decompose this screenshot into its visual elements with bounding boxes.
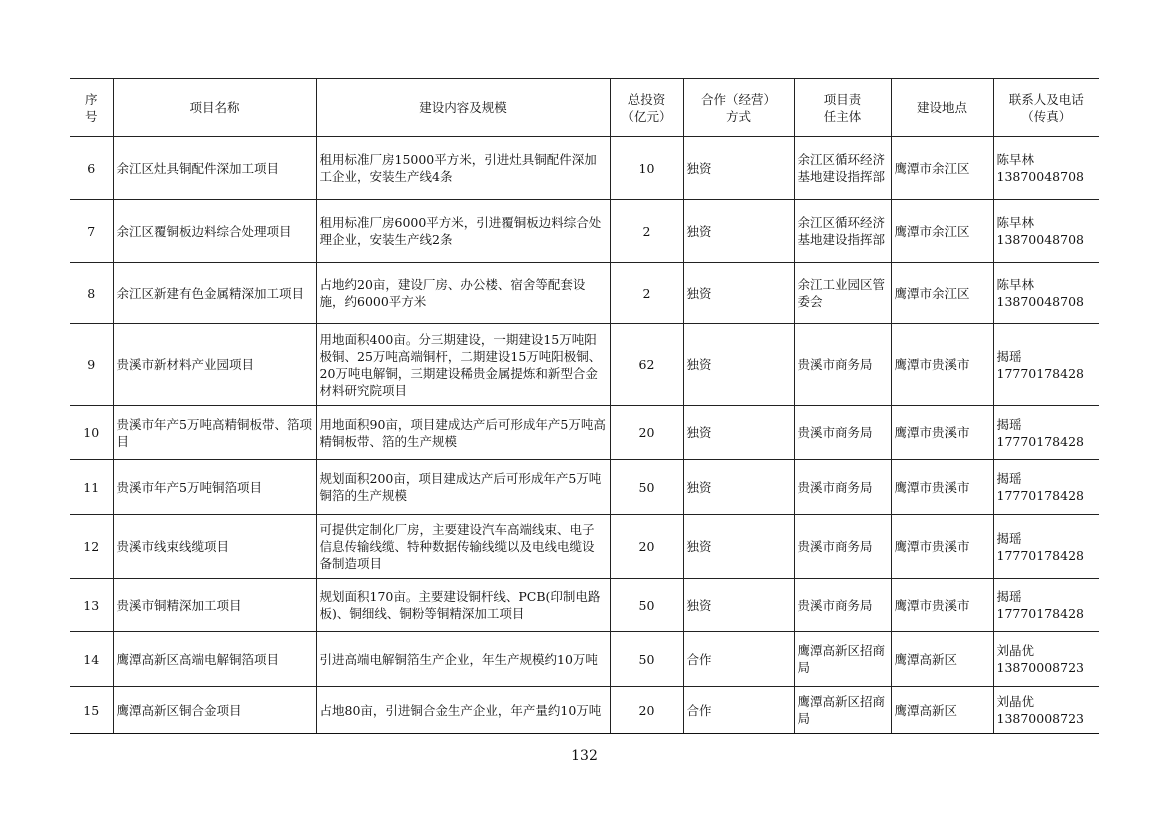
cell-owner: 贵溪市商务局 [794,460,891,515]
table-row [70,460,1099,515]
cell-owner: 贵溪市商务局 [794,406,891,460]
cell-no: 13 [70,579,113,632]
table-row [70,263,1099,324]
header-name: 项目名称 [113,79,316,137]
cell-investment: 2 [610,200,683,263]
cell-location: 鹰潭市余江区 [891,200,993,263]
header-content: 建设内容及规模 [316,79,610,137]
cell-location: 鹰潭高新区 [891,632,993,687]
cell-investment: 20 [610,406,683,460]
table-row [70,137,1099,200]
cell-no: 7 [70,200,113,263]
cell-location: 鹰潭市贵溪市 [891,460,993,515]
cell-investment: 50 [610,579,683,632]
cell-owner: 鹰潭高新区招商局 [794,632,891,687]
cell-owner: 贵溪市商务局 [794,579,891,632]
cell-name: 贵溪市年产5万吨铜箔项目 [113,460,316,515]
table-row [70,515,1099,579]
cell-cooperation: 独资 [683,460,794,515]
cell-investment: 2 [610,263,683,324]
header-cooperation: 合作（经营） 方式 [683,79,794,137]
cell-investment: 20 [610,515,683,579]
cell-no: 14 [70,632,113,687]
header-location: 建设地点 [891,79,993,137]
cell-content: 可提供定制化厂房，主要建设汽车高端线束、电子信息传输线缆、特种数据传输线缆以及电线电缆设备制造项目 [316,515,610,579]
header-owner: 项目责 任主体 [794,79,891,137]
cell-no: 8 [70,263,113,324]
cell-name: 贵溪市线束线缆项目 [113,515,316,579]
cell-contact: 揭瑶 17770178428 [993,579,1099,632]
cell-content: 规划面积200亩，项目建成达产后可形成年产5万吨铜箔的生产规模 [316,460,610,515]
cell-contact: 揭瑶 17770178428 [993,460,1099,515]
cell-investment: 62 [610,324,683,406]
cell-contact: 陈早林 13870048708 [993,137,1099,200]
cell-cooperation: 独资 [683,137,794,200]
cell-name: 余江区灶具铜配件深加工项目 [113,137,316,200]
cell-cooperation: 独资 [683,406,794,460]
cell-contact: 刘晶优 13870008723 [993,632,1099,687]
table-row [70,687,1099,734]
cell-location: 鹰潭市贵溪市 [891,579,993,632]
cell-location: 鹰潭市余江区 [891,137,993,200]
cell-no: 15 [70,687,113,734]
cell-owner: 鹰潭高新区招商局 [794,687,891,734]
cell-name: 贵溪市新材料产业园项目 [113,324,316,406]
cell-contact: 陈早林 13870048708 [993,200,1099,263]
cell-cooperation: 独资 [683,200,794,263]
cell-content: 租用标准厂房6000平方米，引进覆铜板边料综合处理企业，安装生产线2条 [316,200,610,263]
header-row [70,79,1099,137]
table-row [70,406,1099,460]
cell-content: 租用标准厂房15000平方米，引进灶具铜配件深加工企业，安装生产线4条 [316,137,610,200]
cell-content: 引进高端电解铜箔生产企业，年生产规模约10万吨 [316,632,610,687]
table-row [70,324,1099,406]
cell-name: 鹰潭高新区铜合金项目 [113,687,316,734]
cell-cooperation: 独资 [683,324,794,406]
table-row [70,632,1099,687]
cell-name: 余江区覆铜板边料综合处理项目 [113,200,316,263]
cell-content: 占地约20亩，建设厂房、办公楼、宿舍等配套设施，约6000平方米 [316,263,610,324]
cell-no: 6 [70,137,113,200]
cell-content: 占地80亩，引进铜合金生产企业，年产量约10万吨 [316,687,610,734]
cell-contact: 刘晶优 13870008723 [993,687,1099,734]
cell-cooperation: 合作 [683,632,794,687]
cell-no: 9 [70,324,113,406]
page-number: 132 [571,748,598,764]
header-contact: 联系人及电话 （传真） [993,79,1099,137]
cell-contact: 揭瑶 17770178428 [993,324,1099,406]
cell-investment: 10 [610,137,683,200]
cell-cooperation: 独资 [683,579,794,632]
cell-owner: 余江工业园区管委会 [794,263,891,324]
cell-investment: 50 [610,460,683,515]
cell-investment: 20 [610,687,683,734]
cell-owner: 余江区循环经济基地建设指挥部 [794,200,891,263]
cell-contact: 揭瑶 17770178428 [993,406,1099,460]
cell-no: 11 [70,460,113,515]
cell-location: 鹰潭市贵溪市 [891,515,993,579]
header-no: 序 号 [70,79,113,137]
cell-cooperation: 合作 [683,687,794,734]
cell-content: 用地面积400亩。分三期建设，一期建设15万吨阳极铜、25万吨高端铜杆，二期建设15万吨阳极铜、20万吨电解铜，三期建设稀贵金属提炼和新型合金材料研究院项目 [316,324,610,406]
table-row [70,579,1099,632]
project-table [70,78,1099,734]
cell-owner: 余江区循环经济基地建设指挥部 [794,137,891,200]
cell-name: 余江区新建有色金属精深加工项目 [113,263,316,324]
cell-owner: 贵溪市商务局 [794,515,891,579]
cell-owner: 贵溪市商务局 [794,324,891,406]
header-investment: 总投资 （亿元） [610,79,683,137]
cell-no: 10 [70,406,113,460]
table-row [70,200,1099,263]
cell-location: 鹰潭市贵溪市 [891,406,993,460]
cell-location: 鹰潭市贵溪市 [891,324,993,406]
cell-location: 鹰潭市余江区 [891,263,993,324]
cell-cooperation: 独资 [683,263,794,324]
cell-cooperation: 独资 [683,515,794,579]
cell-name: 贵溪市铜精深加工项目 [113,579,316,632]
cell-location: 鹰潭高新区 [891,687,993,734]
cell-name: 贵溪市年产5万吨高精铜板带、箔项目 [113,406,316,460]
cell-name: 鹰潭高新区高端电解铜箔项目 [113,632,316,687]
cell-content: 规划面积170亩。主要建设铜杆线、PCB(印制电路板)、铜细线、铜粉等铜精深加工项目 [316,579,610,632]
cell-no: 12 [70,515,113,579]
cell-contact: 揭瑶 17770178428 [993,515,1099,579]
cell-investment: 50 [610,632,683,687]
cell-content: 用地面积90亩，项目建成达产后可形成年产5万吨高精铜板带、箔的生产规模 [316,406,610,460]
cell-contact: 陈早林 13870048708 [993,263,1099,324]
